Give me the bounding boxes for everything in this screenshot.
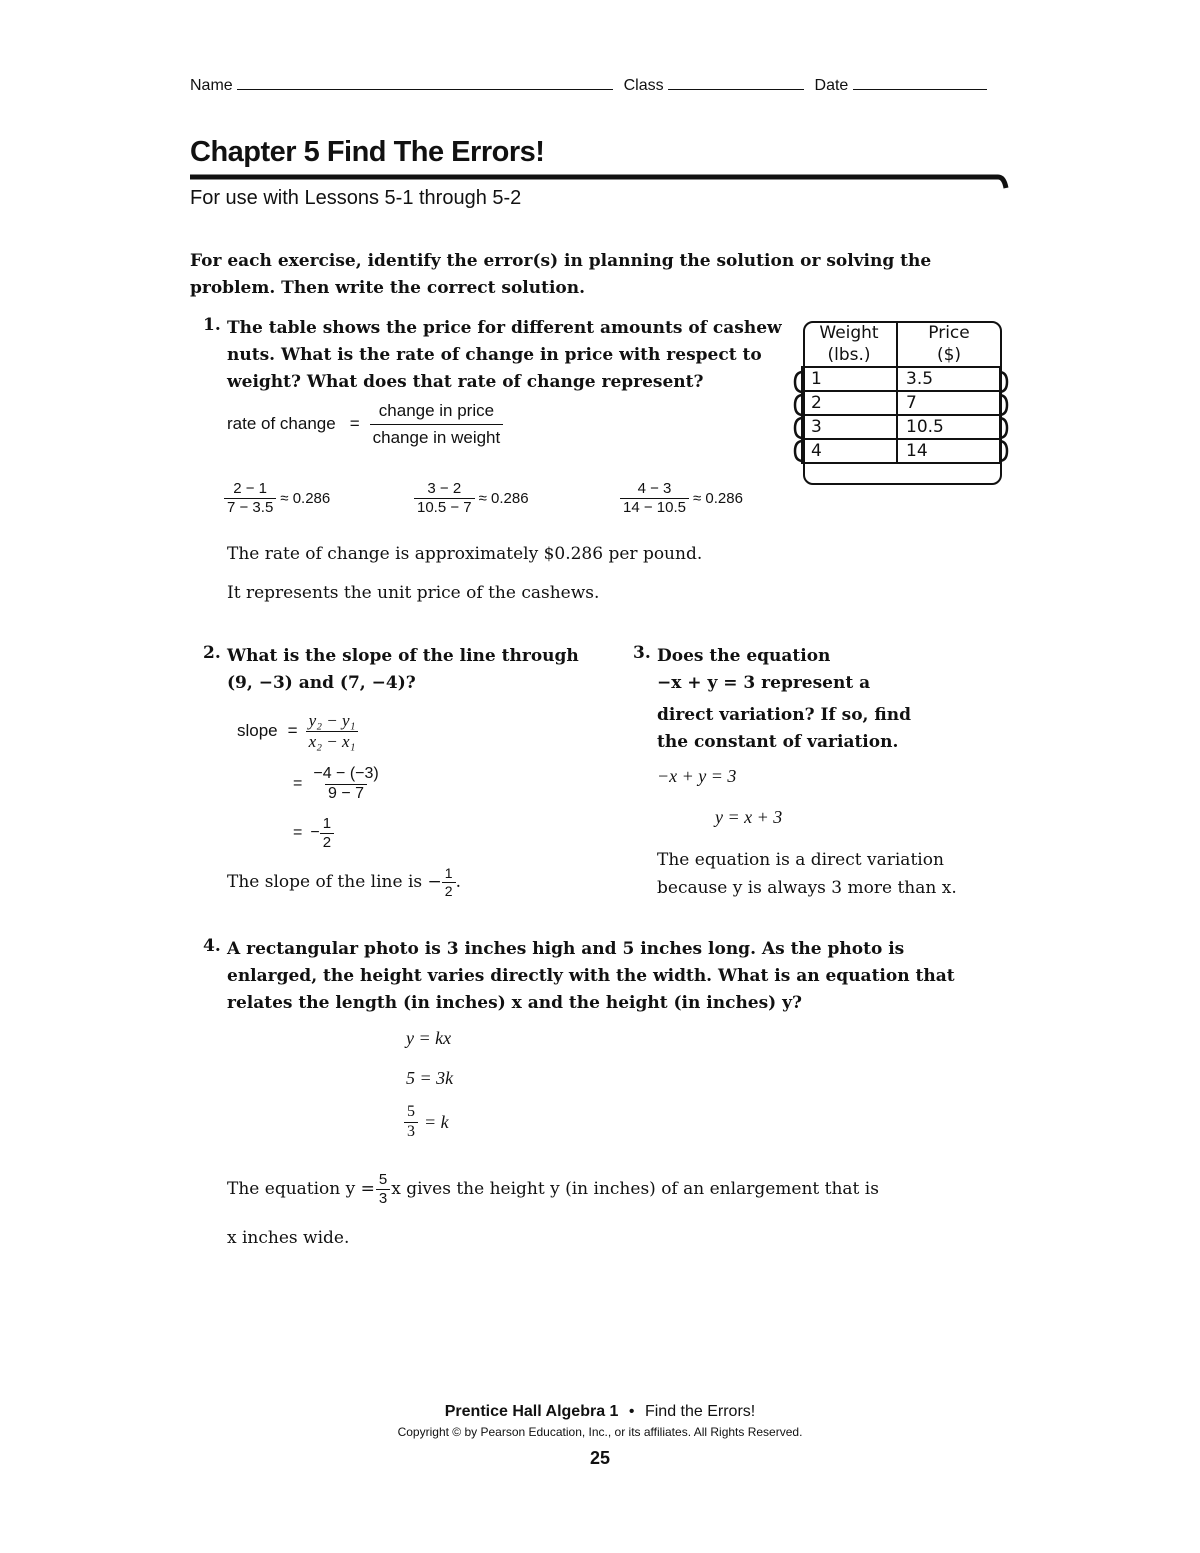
footer-bullet: • bbox=[628, 1403, 635, 1420]
problem-1-number: 1. bbox=[203, 315, 221, 335]
problem-1-line-2: nuts. What is the rate of change in price with respect to bbox=[227, 345, 762, 365]
slope-label: slope bbox=[237, 721, 278, 741]
slope-sub-fraction bbox=[310, 766, 381, 803]
calc-1-value: ≈ 0.286 bbox=[280, 489, 331, 507]
roc-label: rate of change bbox=[227, 414, 336, 434]
problem-4-step-2: 5 = 3k bbox=[406, 1068, 454, 1088]
slope-formula-num: y₂ − y₁ bbox=[308, 711, 356, 730]
roc-denominator: change in weight bbox=[370, 424, 504, 447]
weight-cell: 3 bbox=[802, 415, 897, 439]
calc-2-den: 10.5 − 7 bbox=[414, 498, 475, 516]
calc-2-num: 3 − 2 bbox=[427, 480, 462, 497]
footer-book-title: Prentice Hall Algebra 1 bbox=[444, 1403, 619, 1420]
problem-2-answer bbox=[227, 866, 461, 898]
problem-3-line-4: the constant of variation. bbox=[657, 732, 899, 752]
problem-2-number: 2. bbox=[203, 643, 221, 663]
problem-4-answer-line-2: x inches wide. bbox=[227, 1228, 350, 1248]
slope-result-den: 2 bbox=[320, 833, 334, 851]
header-price-line-2: ($) bbox=[936, 345, 962, 365]
problem-2-answer-den: 2 bbox=[442, 882, 456, 899]
problem-4-answer bbox=[227, 1172, 879, 1207]
calc-1-num: 2 − 1 bbox=[233, 480, 268, 497]
instructions-line-1: For each exercise, identify the error(s) in planning the solution or solving the bbox=[190, 251, 932, 271]
footer-copyright: Copyright © by Pearson Education, Inc., or its affiliates. All Rights Reserved. bbox=[397, 1425, 803, 1439]
slope-formula-fraction bbox=[306, 712, 359, 751]
step-3-rhs: = k bbox=[424, 1111, 449, 1132]
problem-4-step-3 bbox=[404, 1104, 449, 1141]
footer-section: Find the Errors! bbox=[644, 1403, 756, 1420]
slope-step-1 bbox=[237, 712, 358, 751]
problem-1-question bbox=[227, 315, 782, 396]
problem-1-answer-2: It represents the unit price of the cashews. bbox=[227, 583, 600, 603]
footer-credit bbox=[0, 1403, 1200, 1421]
problem-3-answer bbox=[657, 846, 957, 902]
class-field[interactable] bbox=[668, 89, 804, 90]
problem-4-step-1: y = kx bbox=[406, 1028, 452, 1048]
step-3-num: 5 bbox=[407, 1103, 415, 1120]
problem-3-line-1: Does the equation bbox=[657, 646, 831, 666]
table-row bbox=[802, 367, 1000, 391]
step-3-den: 3 bbox=[404, 1122, 418, 1141]
problem-4-number: 4. bbox=[203, 936, 221, 956]
calc-3-fraction bbox=[620, 481, 689, 516]
slope-result-sign: − bbox=[310, 824, 320, 842]
slope-formula-den: x₂ − x₁ bbox=[306, 731, 359, 751]
slope-eq-2: = bbox=[293, 775, 303, 793]
problem-4-answer-fraction bbox=[376, 1172, 390, 1207]
date-field[interactable] bbox=[853, 89, 987, 90]
price-cell: 14 bbox=[897, 439, 1000, 463]
problem-4-answer-num: 5 bbox=[378, 1171, 388, 1188]
problem-4-question bbox=[227, 936, 955, 1017]
weight-cell: 1 bbox=[802, 367, 897, 391]
problem-4-line-1: A rectangular photo is 3 inches high and 5 inches long. As the photo is bbox=[227, 939, 905, 959]
problem-2-answer-fraction bbox=[442, 866, 456, 898]
slope-eq-3: = bbox=[293, 824, 303, 842]
problem-4-answer-den: 3 bbox=[376, 1189, 390, 1207]
calc-1-fraction bbox=[224, 481, 276, 516]
problem-3-answer-2: because y is always 3 more than x. bbox=[657, 878, 957, 898]
problem-3-number: 3. bbox=[633, 643, 651, 663]
problem-1-line-1: The table shows the price for different amounts of cashew bbox=[227, 318, 782, 338]
problem-1-answer-1: The rate of change is approximately $0.286 per pound. bbox=[227, 544, 703, 564]
weight-cell: 2 bbox=[802, 391, 897, 415]
table-row bbox=[802, 439, 1000, 463]
problem-2-answer-num: 1 bbox=[444, 865, 453, 881]
problem-2-answer-text: The slope of the line is − bbox=[227, 872, 442, 893]
weight-price-table bbox=[801, 322, 1001, 464]
header-weight bbox=[802, 322, 897, 367]
header-price bbox=[897, 322, 1000, 367]
problem-4-answer-suffix: x gives the height y (in inches) of an enlargement that is bbox=[391, 1179, 879, 1200]
table-row bbox=[802, 415, 1000, 439]
table-header-row bbox=[802, 322, 1000, 367]
header-weight-line-1: Weight bbox=[819, 323, 879, 343]
calc-3-value: ≈ 0.286 bbox=[692, 489, 743, 507]
page-number: 25 bbox=[589, 1448, 611, 1468]
slope-sub-den: 9 − 7 bbox=[325, 784, 367, 803]
price-cell: 7 bbox=[897, 391, 1000, 415]
name-label: Name bbox=[190, 77, 233, 94]
date-label: Date bbox=[814, 77, 849, 94]
problem-4-line-3: relates the length (in inches) x and the height (in inches) y? bbox=[227, 993, 802, 1013]
problem-3-line-3: direct variation? If so, find bbox=[657, 705, 911, 725]
table-row bbox=[802, 391, 1000, 415]
problem-2-line-2: (9, −3) and (7, −4)? bbox=[227, 673, 416, 693]
calc-1-den: 7 − 3.5 bbox=[224, 498, 276, 516]
calc-3-den: 14 − 10.5 bbox=[620, 498, 689, 516]
problem-3-line-2: −x + y = 3 represent a bbox=[657, 673, 871, 693]
instructions-line-2: problem. Then write the correct solution. bbox=[190, 278, 586, 298]
slope-result-fraction bbox=[320, 816, 334, 851]
rate-of-change-formula bbox=[227, 402, 503, 447]
name-field[interactable] bbox=[237, 89, 613, 90]
problem-3-step-2: y = x + 3 bbox=[715, 807, 783, 827]
problem-3-question bbox=[657, 643, 911, 756]
roc-numerator: change in price bbox=[378, 401, 495, 420]
roc-eq: = bbox=[349, 414, 360, 434]
weight-cell: 4 bbox=[802, 439, 897, 463]
problem-3-answer-1: The equation is a direct variation bbox=[657, 850, 944, 870]
calc-1 bbox=[224, 481, 330, 516]
problem-4-answer-prefix: The equation y = bbox=[227, 1179, 375, 1200]
problem-3-step-1: −x + y = 3 bbox=[657, 766, 737, 786]
problem-2-line-1: What is the slope of the line through bbox=[227, 646, 579, 666]
calc-3 bbox=[620, 481, 743, 516]
slope-result-num: 1 bbox=[322, 815, 332, 832]
calc-2 bbox=[414, 481, 529, 516]
calc-2-fraction bbox=[414, 481, 475, 516]
header-price-line-1: Price bbox=[928, 323, 970, 343]
problem-4-step-3-fraction bbox=[404, 1104, 418, 1141]
problem-2-answer-period: . bbox=[455, 872, 461, 893]
instructions bbox=[190, 248, 931, 302]
slope-step-2 bbox=[293, 766, 382, 803]
problem-1-line-3: weight? What does that rate of change represent? bbox=[227, 372, 704, 392]
class-label: Class bbox=[623, 77, 664, 94]
page-subtitle: For use with Lessons 5-1 through 5-2 bbox=[190, 187, 522, 209]
price-cell: 3.5 bbox=[897, 367, 1000, 391]
header-row bbox=[190, 77, 1010, 95]
calc-3-num: 4 − 3 bbox=[637, 480, 672, 497]
problem-2-question bbox=[227, 643, 579, 697]
roc-fraction bbox=[370, 402, 504, 447]
problem-4-line-2: enlarged, the height varies directly with the width. What is an equation that bbox=[227, 966, 955, 986]
header-weight-line-2: (lbs.) bbox=[827, 345, 871, 365]
page-title: Chapter 5 Find The Errors! bbox=[190, 136, 545, 168]
calc-2-value: ≈ 0.286 bbox=[478, 489, 529, 507]
slope-sub-num: −4 − (−3) bbox=[313, 765, 379, 782]
slope-eq-1: = bbox=[287, 721, 298, 741]
slope-step-3 bbox=[293, 816, 334, 851]
price-cell: 10.5 bbox=[897, 415, 1000, 439]
